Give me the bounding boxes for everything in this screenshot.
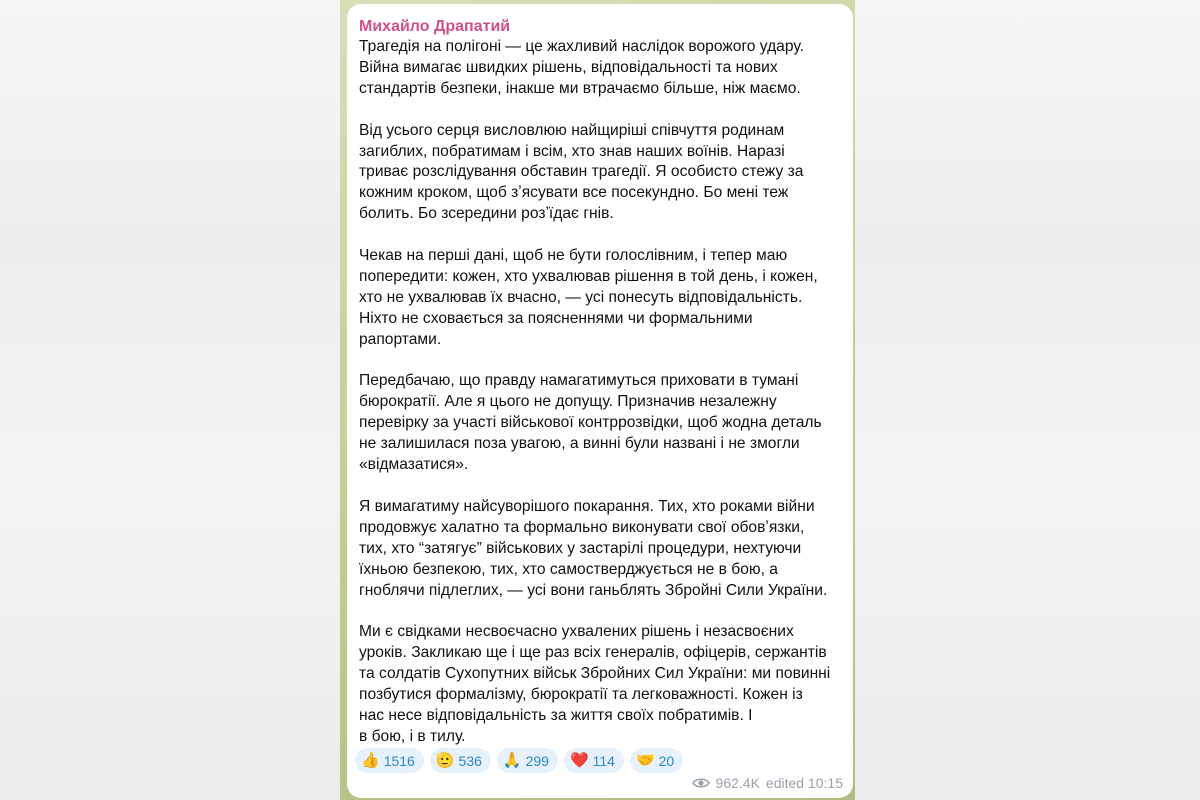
view-count: 962.4K xyxy=(715,775,760,791)
reaction-count: 1516 xyxy=(383,752,415,769)
reaction-count: 114 xyxy=(592,752,615,769)
message-paragraph: Чекав на перші дані, щоб не бути голослівним, і тепер маю попередити: кожен, хто ухвалював рішення в той день, і кожен, хто не ухвалював їх вчасно, — усі понесуть відповідальність. Ніхто не сховається за поясненнями чи формальними рапортами. xyxy=(359,247,818,348)
message-paragraph: Ми є свідками несвоєчасно ухвалених рішень і незасвоєних уроків. Закликаю ще і ще раз всіх генералів, офіцерів, сержантів та солдатів Сухопутних військ Збройних Сил України: ми повинні позбутися формалізму, бюрократії та легковажності. Кожен із нас несе відповідальність за життя своїх побратимів. І в бою, і в тилу. xyxy=(359,623,831,745)
reaction-count: 536 xyxy=(458,752,482,769)
pray-icon: 🙏 xyxy=(502,751,522,769)
message-paragraph: Передбачаю, що правду намагатимуться приховати в тумані бюрократії. Але я цього не допущу. Призначив незалежну перевірку за участі військової контррозвідки, щоб жодна деталь не залишилася поза увагою, а винні були названі і не змогли «відмазатися». xyxy=(359,372,822,474)
handshake-icon: 🤝 xyxy=(635,751,655,769)
message-text xyxy=(359,37,841,748)
edited-time: edited 10:15 xyxy=(765,775,843,791)
reaction-salute[interactable] xyxy=(430,748,491,773)
reaction-thumbs-up[interactable] xyxy=(355,748,424,773)
background-right xyxy=(855,0,1200,800)
thumbs-up-icon: 👍 xyxy=(361,751,380,769)
reactions-bar xyxy=(355,748,683,773)
reaction-handshake[interactable] xyxy=(630,748,683,773)
reaction-count: 299 xyxy=(525,752,549,769)
message-paragraph: Трагедія на полігоні — це жахливий наслідок ворожого удару. Війна вимагає швидких рішень, відповідальності та нових стандартів безпеки, інакше ми втрачаємо більше, ніж маємо. xyxy=(359,38,804,97)
sender-name[interactable]: Михайло Драпатий xyxy=(359,18,511,35)
message-paragraph: Від усього серця висловлюю найщиріші співчуття родинам загиблих, побратимам і всім, хто знав наших воїнів. Наразі триває розслідування обставин трагедії. Я особисто стежу за кожним кроком, щоб зʼясувати все посекундно. Бо мені теж болить. Бо зсередини розʼїдає гнів. xyxy=(359,121,804,223)
message-paragraph: Я вимагатиму найсуворішого покарання. Тих, хто роками війни продовжує халатно та формально виконувати свої обовʼязки, тих, хто “затягує” військових у застарілі процедури, нехтуючи їхньою безпекою, тих, хто самостверджується не в бою, а гноблячи підлеглих, — усі вони ганьблять Збройні Сили України. xyxy=(359,497,828,599)
reaction-heart[interactable] xyxy=(564,748,624,773)
message-meta xyxy=(692,775,843,791)
reaction-pray[interactable] xyxy=(497,748,558,773)
salute-icon: 🫡 xyxy=(435,751,455,769)
reaction-count: 20 xyxy=(658,752,675,769)
heart-icon: ❤️ xyxy=(569,751,589,769)
message-bubble[interactable] xyxy=(347,4,853,798)
eye-icon xyxy=(692,777,710,789)
background-left xyxy=(0,0,340,800)
